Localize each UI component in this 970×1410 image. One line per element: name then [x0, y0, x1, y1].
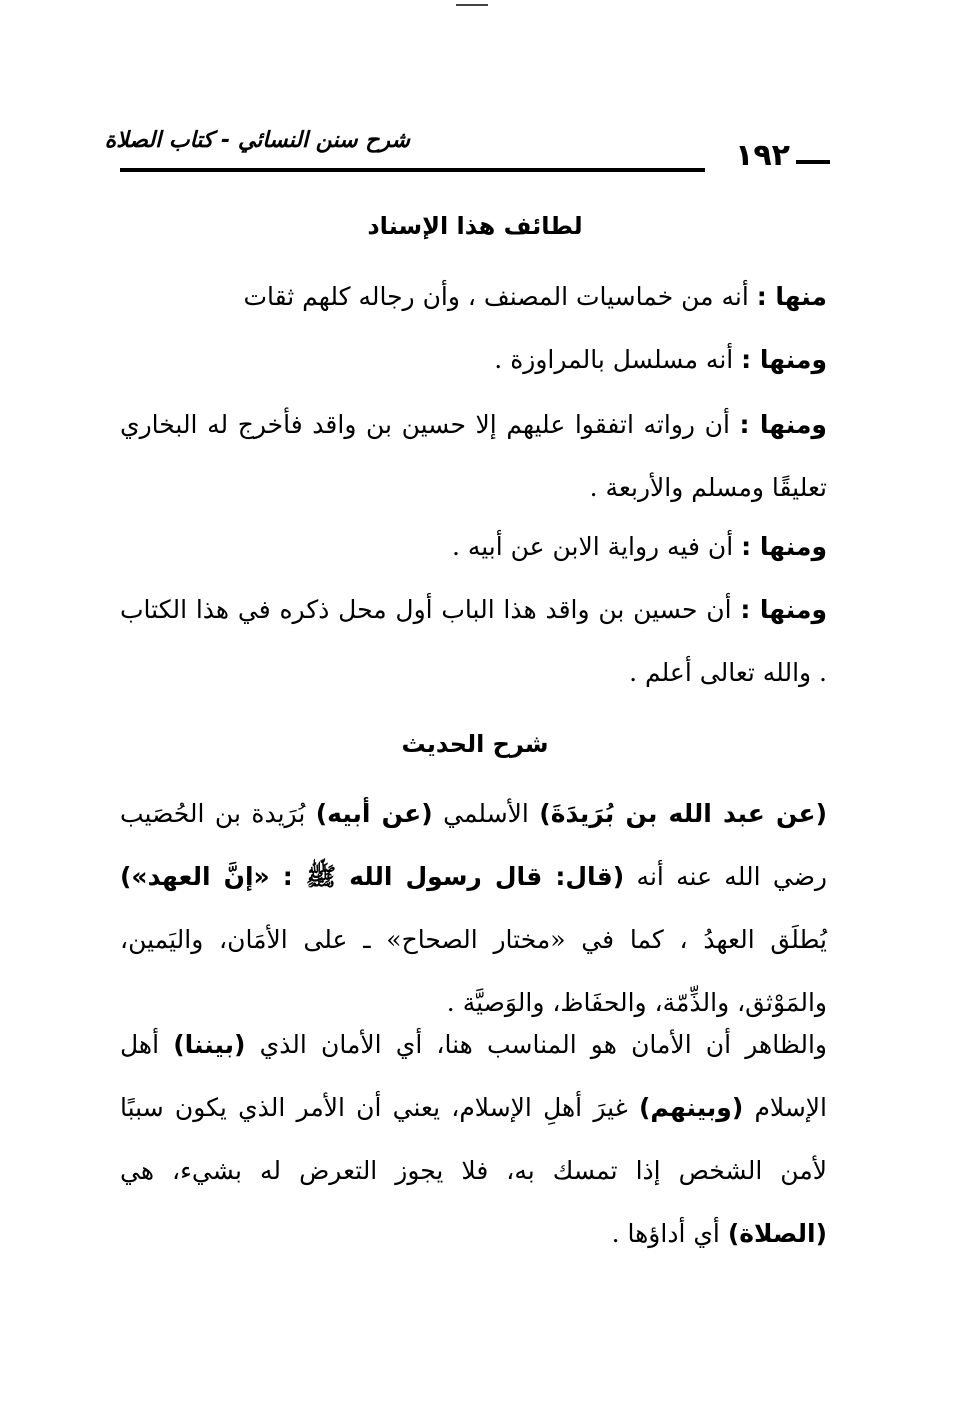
page-number-dash — [796, 160, 830, 164]
lataif-item-5 — [120, 578, 827, 704]
item-label: ومنها : — [741, 532, 827, 561]
lataif-item-4 — [120, 515, 827, 578]
item-text: أن فيه رواية الابن عن أبيه . — [451, 532, 742, 561]
bold-span: (عن عبد الله بن بُرَيدَةَ) — [539, 799, 827, 828]
lataif-item-2 — [120, 328, 827, 391]
sharh-paragraph-2 — [120, 1013, 827, 1265]
item-label: ومنها : — [741, 345, 827, 374]
item-label: منها : — [756, 282, 827, 311]
text-span: أهل الإسلام — [120, 1030, 827, 1122]
bold-span: (عن أبيه) — [315, 799, 433, 828]
bold-span: (الصلاة) — [727, 1219, 827, 1248]
bold-span: (بيننا) — [173, 1030, 246, 1059]
running-title: شرح سنن النسائي - كتاب الصلاة — [104, 128, 410, 153]
lataif-item-1 — [120, 265, 827, 328]
bold-span: (وبينهم) — [638, 1093, 744, 1122]
page-number: ١٩٢ — [735, 138, 790, 173]
top-mark — [456, 4, 488, 6]
item-text: أنه مسلسل بالمراوزة . — [494, 345, 742, 374]
text-span: بُرَيدة بن الحُصَيب رضي الله عنه أنه — [120, 799, 827, 891]
text-span: غيرَ أهلِ الإسلام، يعني أن الأمر الذي يكون سببًا لأمن الشخص إذا تمسك به، فلا يجوز التعرض له بشيء، هي — [120, 1093, 827, 1185]
item-text: أنه من خماسيات المصنف ، وأن رجاله كلهم ثقات — [243, 282, 757, 311]
section-heading-sharh: شرح الحديث — [401, 730, 549, 758]
item-text: أن رواته اتفقوا عليهم إلا حسين بن واقد فأخرج له البخاري تعليقًا ومسلم والأربعة . — [120, 410, 827, 502]
text-span: يُطلَق العهدُ ، كما في «مختار الصحاح» ـ على الأمَان، واليَمين، والمَوْثق، والذِّمّة، والحفَاظ، والوَصيَّة . — [120, 925, 827, 1017]
header-rule — [120, 168, 705, 172]
section-heading-lataif: لطائف هذا الإسناد — [367, 212, 583, 240]
page-header — [104, 120, 830, 178]
item-label: ومنها : — [739, 410, 827, 439]
bold-span: (قال: قال رسول الله ﷺ : «إنَّ العهد») — [120, 862, 625, 891]
item-text: أن حسين بن واقد هذا الباب أول محل ذكره في هذا الكتاب . والله تعالى أعلم . — [120, 595, 827, 687]
sharh-paragraph-1 — [120, 782, 827, 1034]
text-span: والظاهر أن الأمان هو المناسب هنا، أي الأمان الذي — [245, 1030, 827, 1059]
text-span: الأسلمي — [432, 799, 540, 828]
lataif-item-3 — [120, 393, 827, 519]
item-label: ومنها : — [740, 595, 827, 624]
text-span: أي أداؤها . — [611, 1219, 728, 1248]
